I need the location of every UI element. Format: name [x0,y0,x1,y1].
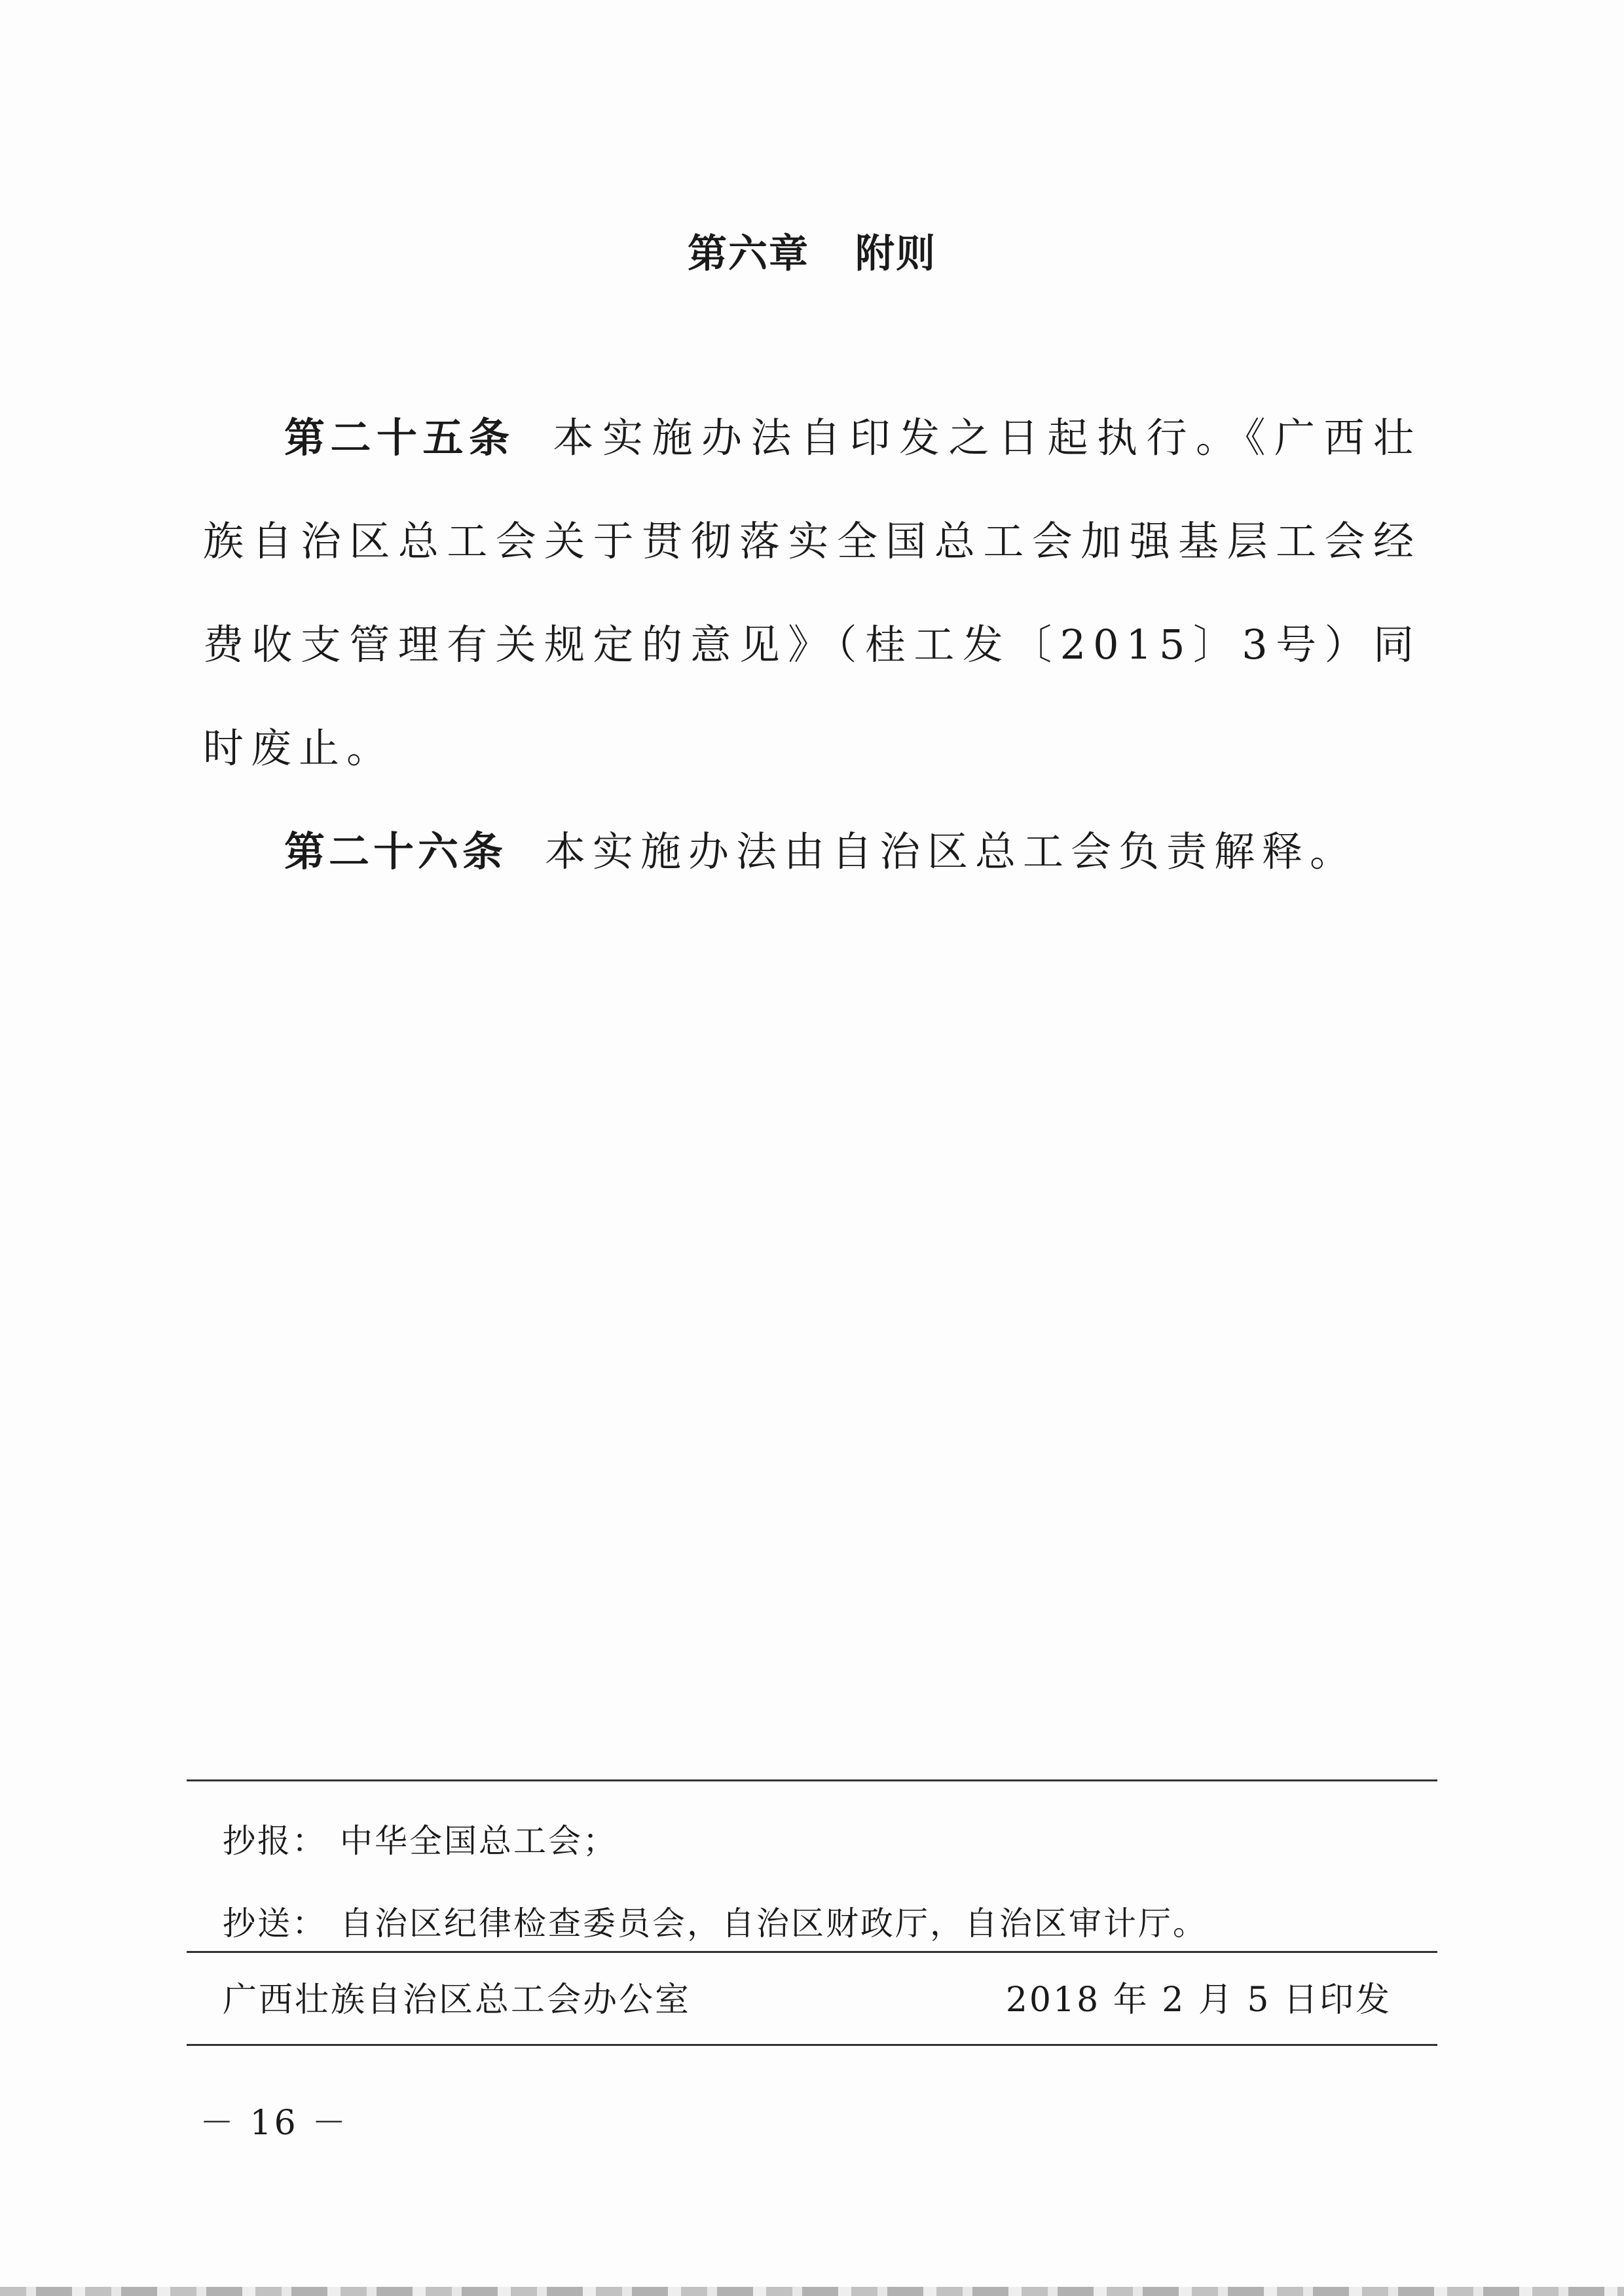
article-label: 第二十五条 [284,414,515,462]
footer-middle-rule [187,1951,1437,1953]
issue-date: 2018 年 2 月 5 日印发 [1005,1980,1392,2020]
issuing-office: 广西壮族自治区总工会办公室 [223,1980,692,2020]
chapter-number: 第六章 [688,231,809,277]
chapter-heading [0,223,1624,279]
scan-edge-artifact [0,2287,1624,2296]
cc-send-label: 抄送： [223,1904,327,1942]
cc-send-value: 自治区纪律检查委员会，自治区财政厅，自治区审计厅。 [340,1904,1208,1942]
article-25 [203,386,1421,800]
cc-report-value: 中华全国总工会； [340,1822,618,1860]
page-number: － 16 － [200,2104,349,2143]
footer-bottom-rule [187,2044,1437,2046]
cc-report-line [223,1815,618,1862]
footer-top-rule [187,1779,1437,1781]
article-label: 第二十六条 [284,828,507,875]
article-text: 本实施办法由自治区总工会负责解释。 [545,828,1358,875]
document-body [203,386,1421,903]
article-26 [203,800,1421,903]
cc-send-line [223,1897,1208,1944]
cc-report-label: 抄报： [223,1822,327,1860]
article-text: 本实施办法自印发之日起执行。《广西壮族自治区总工会关于贯彻落实全国总工会加强基层工会经费收支管理有关规定的意见》（桂工发〔2015〕3号）同时废止。 [203,414,1421,772]
chapter-title: 附则 [855,231,936,277]
